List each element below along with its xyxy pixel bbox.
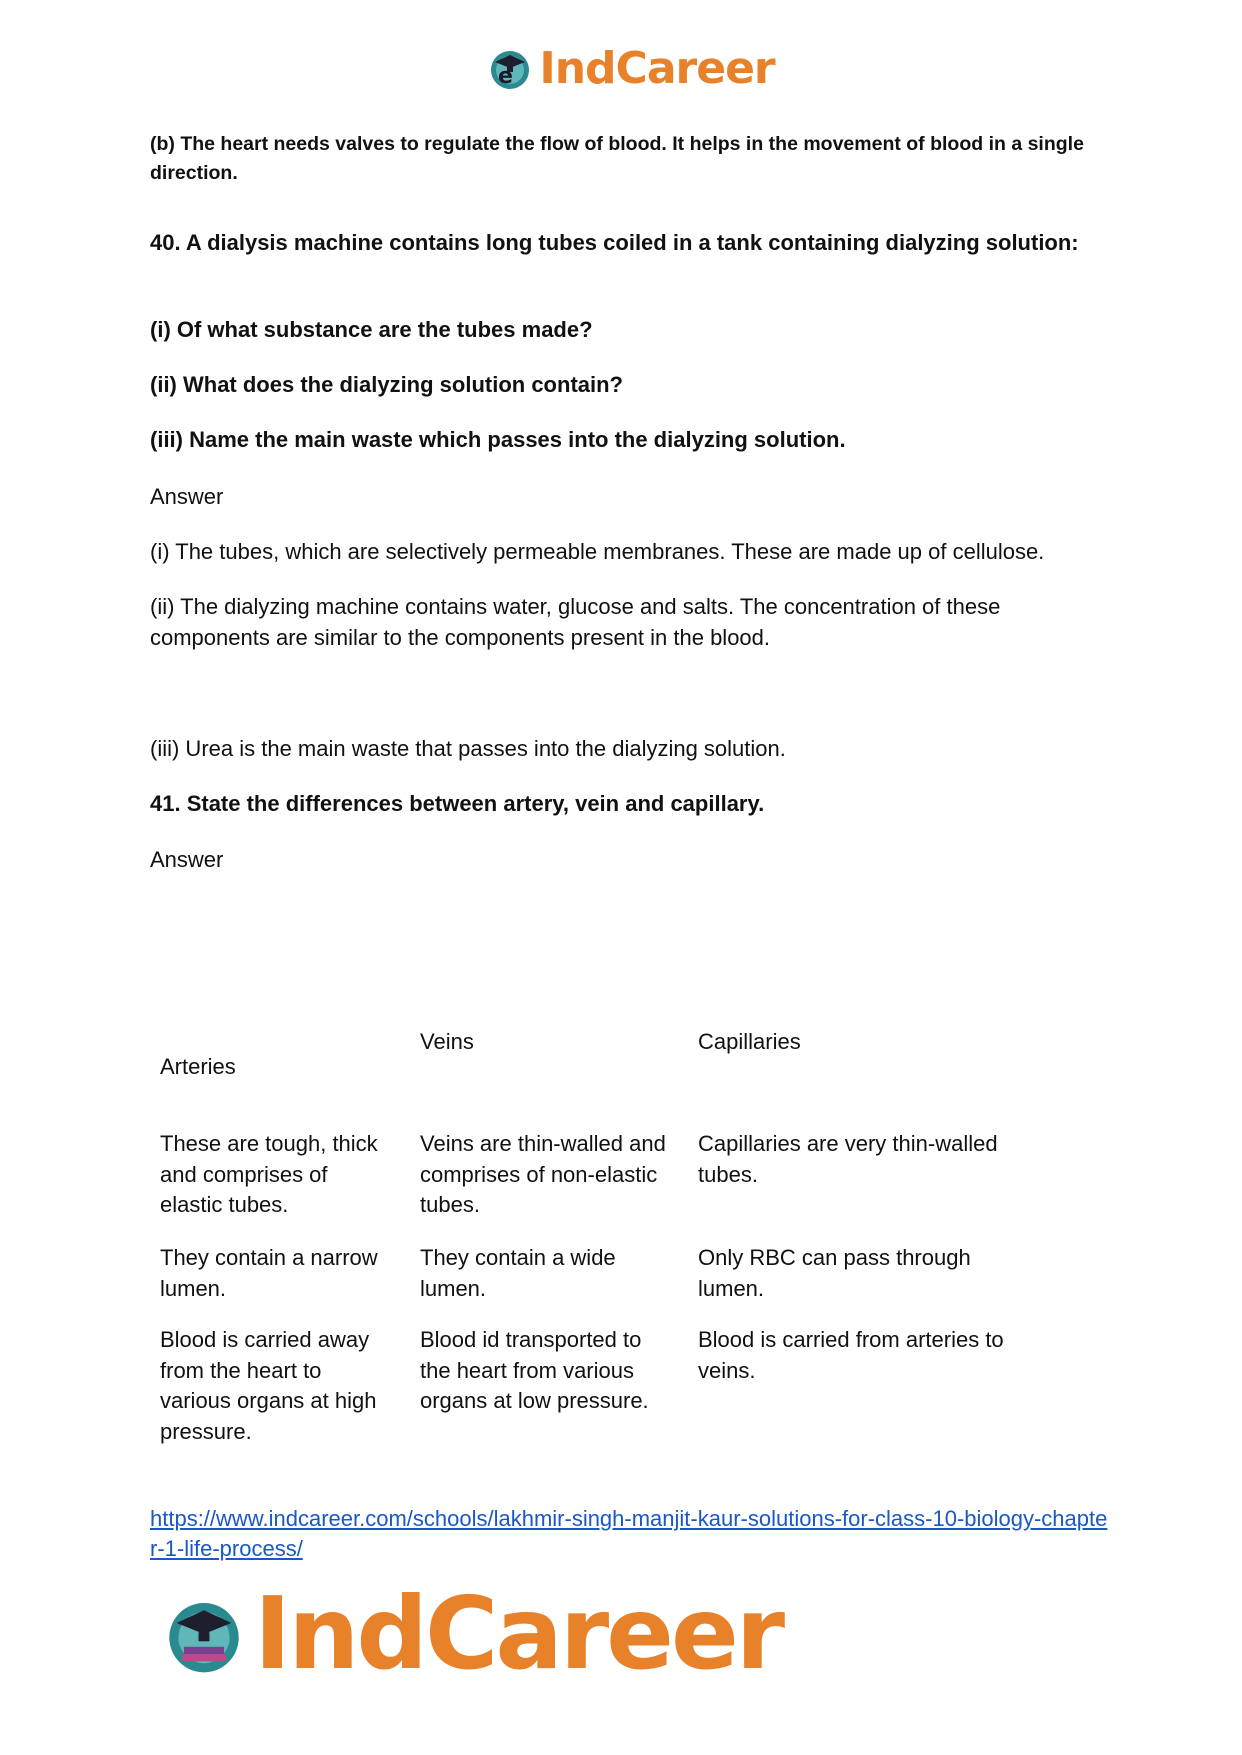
svg-text:e: e — [498, 64, 514, 89]
footer-logo-text: IndCareer — [254, 1575, 783, 1692]
table-header-capillaries: Capillaries — [698, 1029, 801, 1054]
table-cell: Blood id transported to the heart from various organs at low pressure. — [420, 1327, 649, 1413]
answer-label: Answer — [150, 847, 224, 872]
table-cell: These are tough, thick and comprises of elastic tubes. — [160, 1131, 378, 1217]
paragraph-b-valves: (b) The heart needs valves to regulate the flow of blood. It helps in the movement of blood in a single direction. — [150, 133, 1084, 184]
header-logo — [0, 38, 1242, 98]
answer-40-i: (i) The tubes, which are selectively permeable membranes. These are made up of cellulose. — [150, 539, 1045, 564]
table-cell: Capillaries are very thin-walled tubes. — [698, 1131, 998, 1187]
question-40-iii: (iii) Name the main waste which passes into the dialyzing solution. — [150, 427, 846, 452]
question-40: 40. A dialysis machine contains long tubes coiled in a tank containing dialyzing solution: — [150, 230, 1079, 255]
question-40-i: (i) Of what substance are the tubes made? — [150, 317, 593, 342]
source-link[interactable]: https://www.indcareer.com/schools/lakhmir-singh-manjit-kaur-solutions-for-class-10-biology-chapter-1-life-process/ — [150, 1506, 1108, 1561]
table-cell: Blood is carried away from the heart to various organs at high pressure. — [160, 1327, 377, 1444]
answer-40-iii: (iii) Urea is the main waste that passes into the dialyzing solution. — [150, 736, 786, 761]
table-cell: Veins are thin-walled and comprises of non-elastic tubes. — [420, 1131, 666, 1217]
answer-label: Answer — [150, 484, 224, 509]
graduation-book-icon — [487, 45, 533, 91]
question-40-ii: (ii) What does the dialyzing solution contain? — [150, 372, 623, 397]
graduation-book-icon — [162, 1592, 246, 1676]
table-header-veins: Veins — [420, 1029, 474, 1054]
answer-40-ii: (ii) The dialyzing machine contains water, glucose and salts. The concentration of these components are similar to the components present in the blood. — [150, 594, 1001, 650]
table-cell: They contain a narrow lumen. — [160, 1245, 378, 1301]
table-cell: Only RBC can pass through lumen. — [698, 1245, 971, 1301]
footer-logo — [162, 1575, 782, 1692]
table-cell: Blood is carried from arteries to veins. — [698, 1327, 1004, 1383]
header-logo-text: IndCareer — [539, 42, 775, 94]
question-41: 41. State the differences between artery, vein and capillary. — [150, 791, 765, 816]
table-header-arteries: Arteries — [160, 1054, 236, 1079]
table-cell: They contain a wide lumen. — [420, 1245, 616, 1301]
